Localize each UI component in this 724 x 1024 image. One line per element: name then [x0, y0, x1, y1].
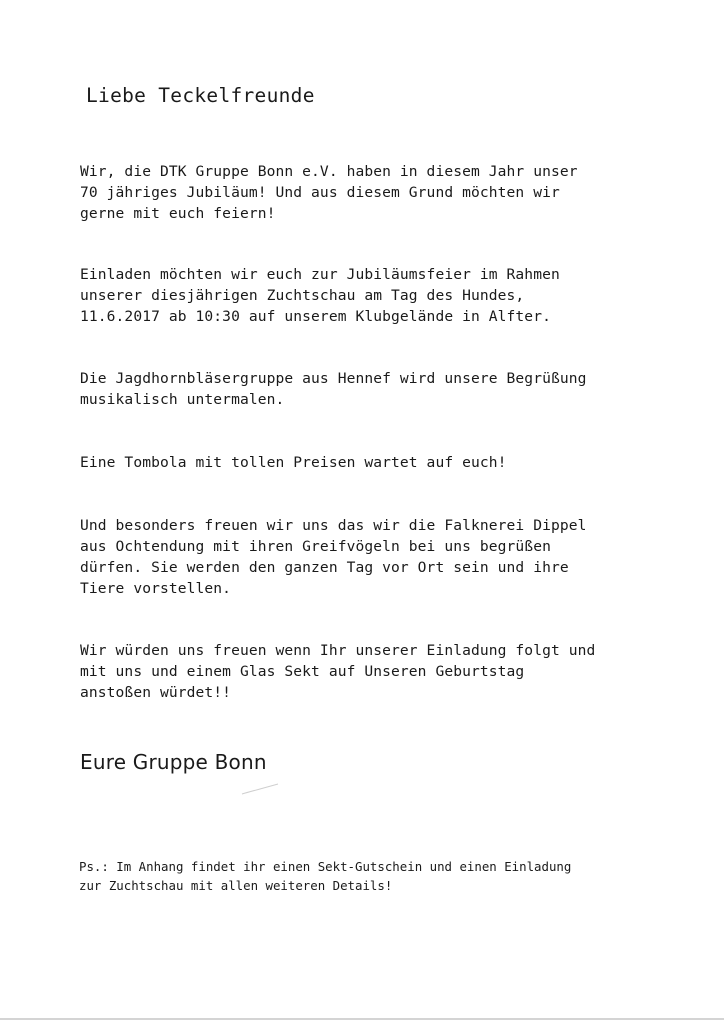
paragraph-falconry [80, 515, 640, 599]
paragraph-line: 70 jähriges Jubiläum! Und aus diesem Grund möchten wir [80, 184, 560, 201]
scan-bottom-edge [0, 1018, 724, 1020]
paragraph-line: Einladen möchten wir euch zur Jubiläumsfeier im Rahmen [80, 266, 560, 283]
paragraph-closing-invite [80, 640, 640, 703]
paragraph-line: Wir, die DTK Gruppe Bonn e.V. haben in diesem Jahr unser [80, 163, 578, 180]
postscript-note [79, 857, 639, 895]
closing-signature: Eure Gruppe Bonn [80, 750, 267, 774]
greeting-heading: Liebe Teckelfreunde [86, 84, 315, 107]
paragraph-line: dürfen. Sie werden den ganzen Tag vor Ort sein und ihre [80, 559, 569, 576]
paragraph-invitation [80, 264, 640, 327]
paragraph-line: unserer diesjährigen Zuchtschau am Tag des Hundes, [80, 287, 525, 304]
postscript-line: Ps.: Im Anhang findet ihr einen Sekt-Gutschein und einen Einladung [79, 859, 572, 874]
paragraph-line: Wir würden uns freuen wenn Ihr unserer Einladung folgt und [80, 642, 596, 659]
paragraph-line: Und besonders freuen wir uns das wir die Falknerei Dippel [80, 517, 587, 534]
paragraph-line: gerne mit euch feiern! [80, 205, 276, 222]
paragraph-line: Eine Tombola mit tollen Preisen wartet auf euch! [80, 454, 507, 471]
paragraph-anniversary [80, 161, 640, 224]
paragraph-line: mit uns und einem Glas Sekt auf Unseren Geburtstag [80, 663, 525, 680]
pen-stroke-mark [240, 782, 280, 796]
paragraph-line: Tiere vorstellen. [80, 580, 232, 597]
paragraph-line: aus Ochtendung mit ihren Greifvögeln bei uns begrüßen [80, 538, 551, 555]
paragraph-line: 11.6.2017 ab 10:30 auf unserem Klubgelände in Alfter. [80, 308, 551, 325]
paragraph-line: Die Jagdhornbläsergruppe aus Hennef wird unsere Begrüßung [80, 370, 587, 387]
paragraph-music [80, 368, 640, 410]
paragraph-tombola [80, 452, 640, 473]
paragraph-line: musikalisch untermalen. [80, 391, 285, 408]
paragraph-line: anstoßen würdet!! [80, 684, 232, 701]
postscript-line: zur Zuchtschau mit allen weiteren Details! [79, 878, 393, 893]
